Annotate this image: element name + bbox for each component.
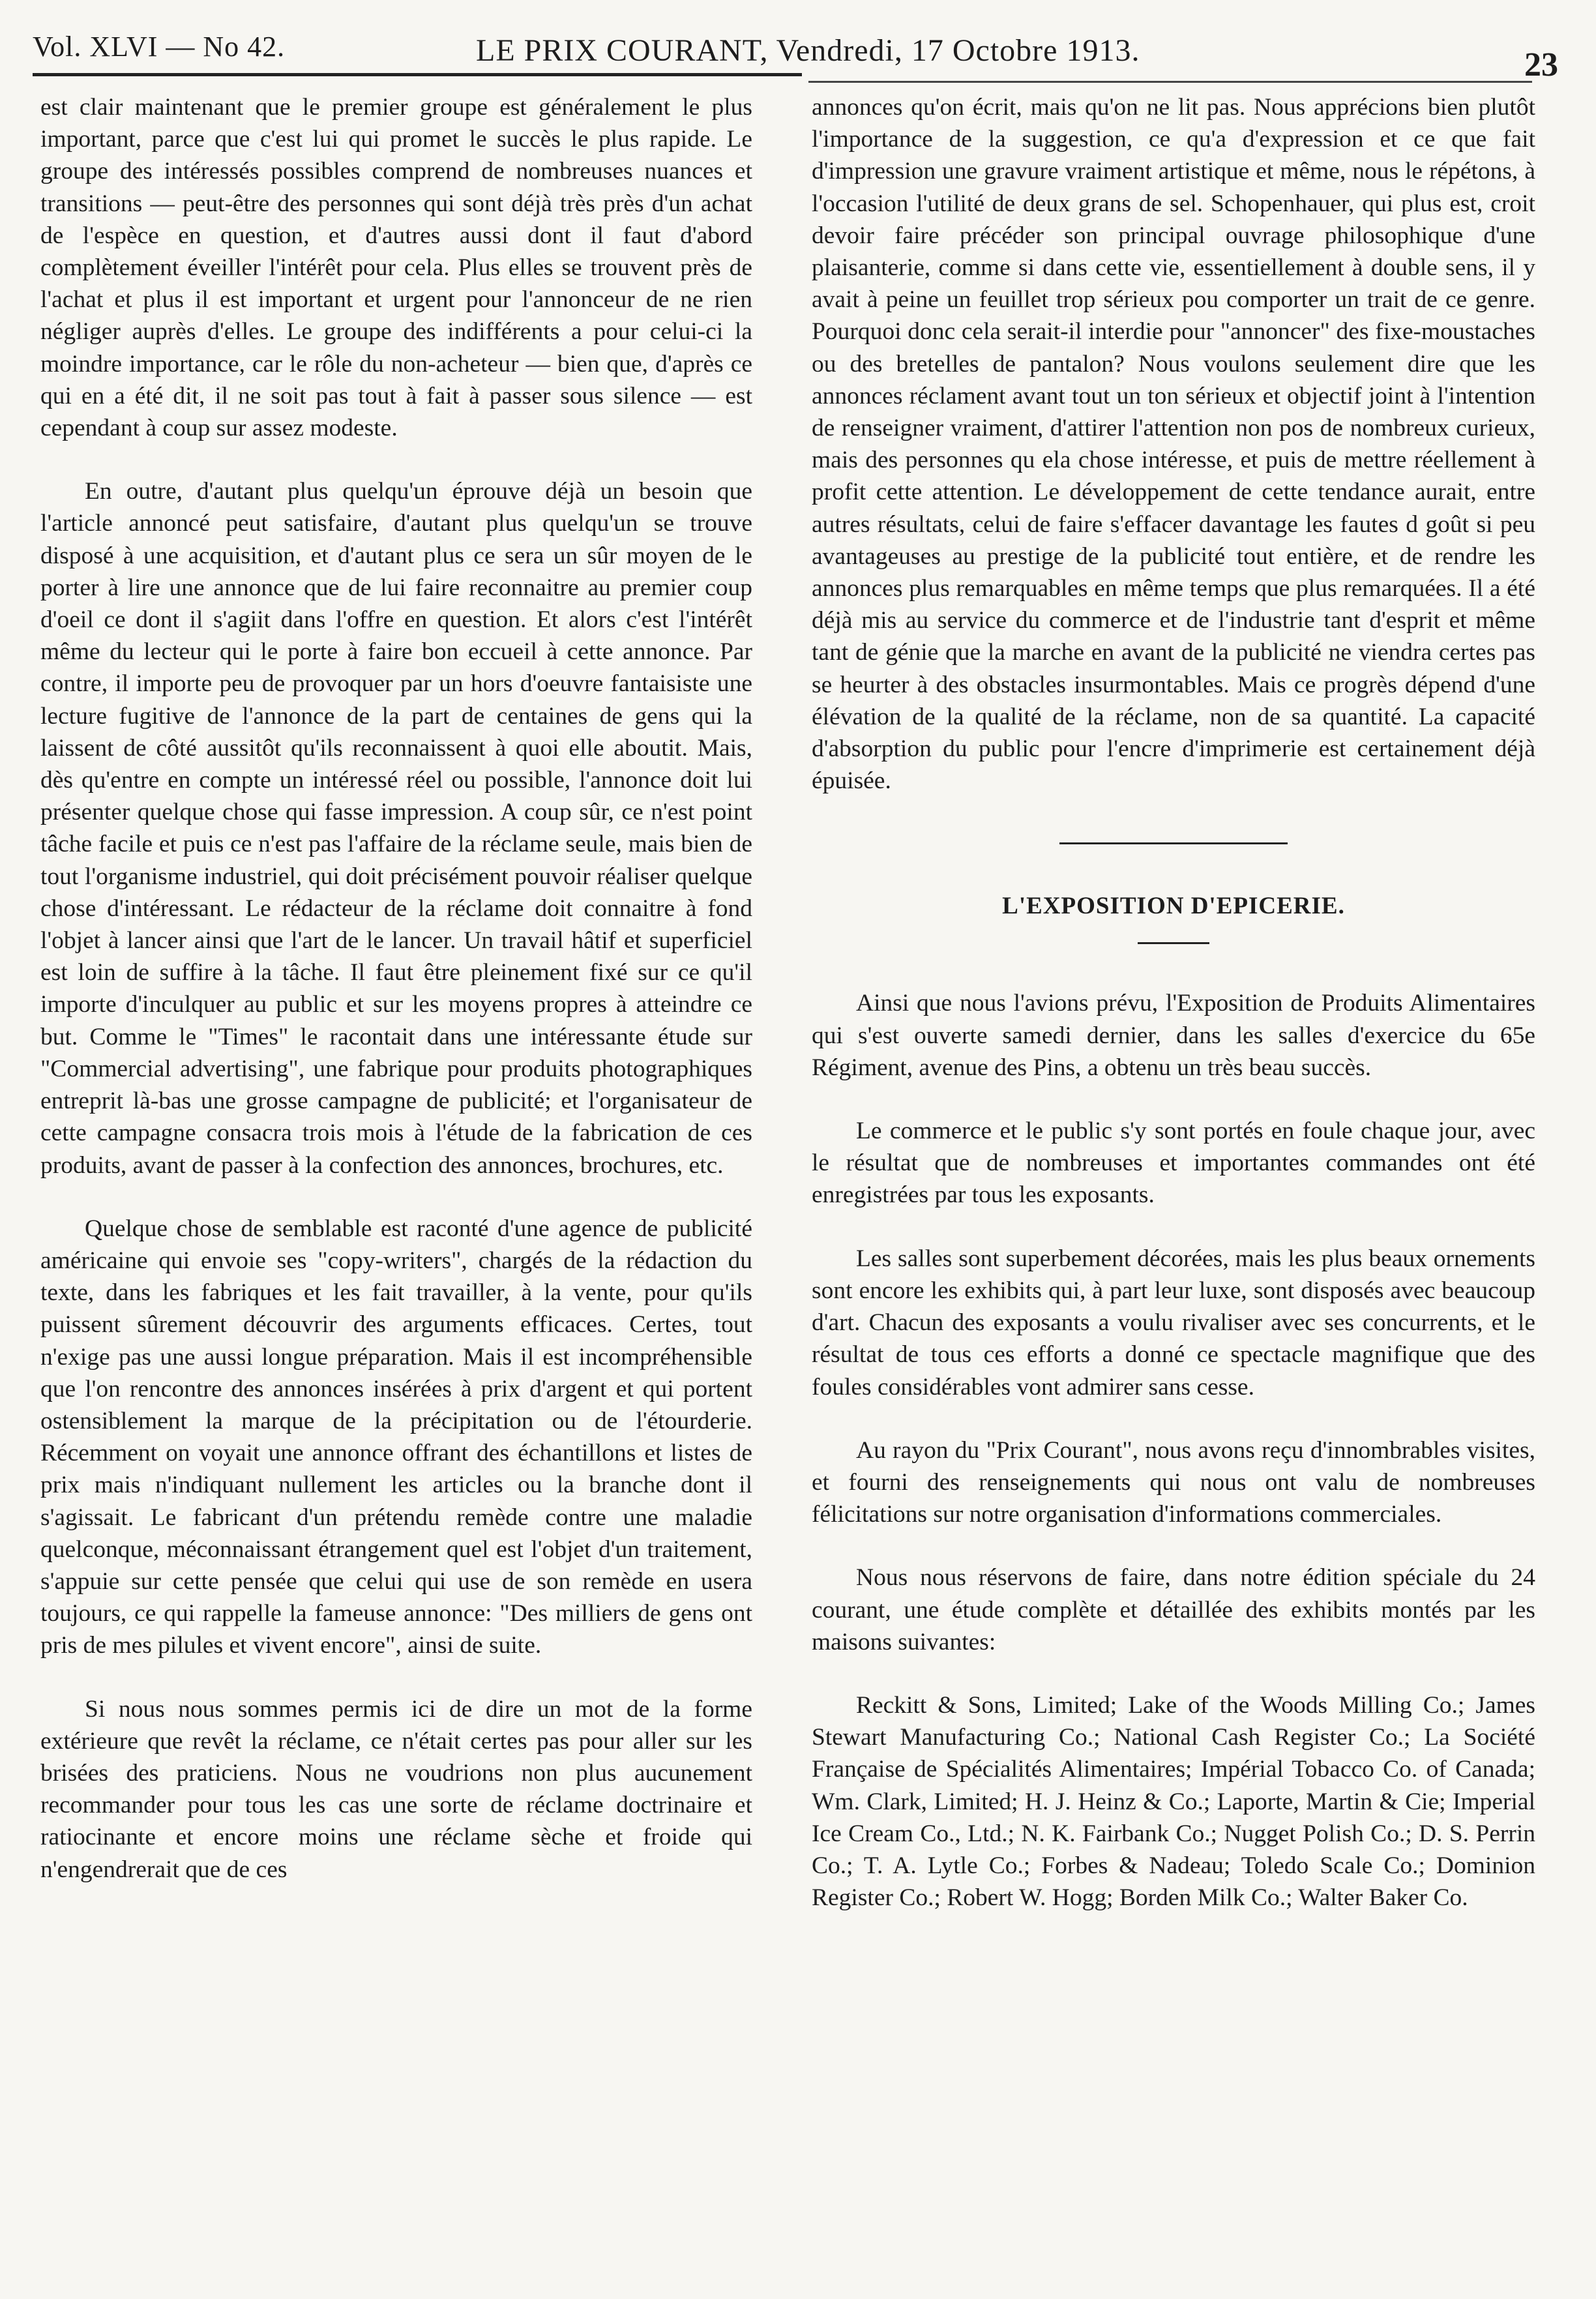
exhibitor-list: Reckitt & Sons, Limited; Lake of the Woods Milling Co.; James Stewart Manufacturing Co.; National Cash Register Co.; La Société Française de Spécialités Alimentaires; Impérial Tobacco Co. of Canada; Wm. Clark, Limited; H. J. Heinz & Co.; Laporte, Martin & Cie; Imperial Ice Cream Co., Ltd.; N. K. Fairbank Co.; Nugget Polish Co.; D. S. Perrin Co.; T. A. Lytle Co.; Forbes & Nadeau; Toledo Scale Co.; Dominion Register Co.; Robert W. Hogg; Borden Milk Co.; Walter Baker Co.	[812, 1691, 1535, 1912]
left-column	[40, 91, 752, 1917]
paragraph: annonces qu'on écrit, mais qu'on ne lit pas. Nous apprécions bien plutôt l'importance de la suggestion, ce qu'a d'expression et ce que fait d'impression une gravure vraiment artistique et même, nous le répétons, à l'occasion l'utilité de deux grans de sel. Schopenhauer, qui plus est, croit devoir faire précéder son principal ouvrage philosophique d'une plaisanterie, comme si dans cette vie, essentiellement à double sens, il y avait à peine un feuillet trop sérieux pou comporter un trait de ce genre. Pourquoi donc cela serait-il interdie pour "annoncer" des fixe-moustaches ou des bretelles de pantalon? Nous voulons seulement dire que les annonces réclament avant tout un ton sérieux et objectif joint à l'intention de renseigner vraiment, d'attirer l'attention non pos de nombreux curieux, mais des personnes qu ela chose intéresse, et puis de mettre réellement à profit cette attention. Le développement de cette tendance aurait, entre autres résultats, celui de faire s'effacer davantage les fautes d goût si peu avantageuses au prestige de la publicité tout entière, et de rendre les annonces plus remarquables en même temps que plus remarquées. Il a été déjà mis au service du commerce et de l'industrie tant d'esprit et même tant de génie que la marche en avant de la publicité ne viendra certes pas se heurter à des obstacles insurmontables. Mais ce progrès dépend d'une élévation de la qualité de la réclame, non de sa quantité. La capacité d'absorption du public pour l'encre d'imprimerie est certainement déjà épuisée.	[812, 94, 1535, 795]
paragraph: Si nous nous sommes permis ici de dire un mot de la forme extérieure que revêt la réclame, ce n'était certes pas pour aller sur les brisées des praticiens. Nous ne voudrions non plus aucunement recommander pour tous les cas une sorte de réclame doctrinaire et ratiocinante et encore moins une réclame sèche et froide qui n'engendrerait que de ces	[40, 1695, 752, 1883]
newspaper-title: LE PRIX COURANT, Vendredi, 17 Octobre 1913.	[476, 33, 1140, 68]
section-heading-block	[812, 842, 1535, 944]
paragraph: Le commerce et le public s'y sont portés en foule chaque jour, avec le résultat que de nombreuses et importantes commandes ont été enregistrées par tous les exposants.	[812, 1118, 1535, 1209]
paragraph: En outre, d'autant plus quelqu'un éprouve déjà un besoin que l'article annoncé peut satisfaire, d'autant plus quelqu'un se trouve disposé à une acquisition, et d'autant plus ce sera un sûr moyen de le porter à lire une annonce que de lui faire reconnaitre au premier coup d'oeil ce dont il s'agiit dans l'offre en question. Et alors c'est l'intérêt même du lecteur qui le porte à faire bon eccueil à cette annonce. Par contre, il importe peu de provoquer par un hors d'oeuvre fantaisiste une lecture fugitive de l'annonce de la part de centaines de gens qui la laissent de côté aussitôt qu'ils reconnaissent à quoi elle aboutit. Mais, dès qu'entre en compte un intéressé réel ou possible, l'annonce doit lui présenter quelque chose qui fasse impression. A coup sûr, ce n'est point tâche facile et puis ce n'est pas l'affaire de la réclame seule, mais bien de tout l'organisme industriel, qui doit précisément pouvoir réaliser quelque chose d'intéressant. Le rédacteur de la réclame doit connaitre à fond l'objet à lancer ainsi que l'art de le lancer. Un travail hâtif et superficiel est loin de suffire à la tâche. Il faut être pleinement fixé sur ce qu'il importe d'inculquer au public et sur les moyens propres à atteindre ce but. Comme le "Times" le racontait dans une intéressante étude sur "Commercial advertising", une fabrique pour produits photographiques entreprit là-bas une grosse campagne de publicité; et l'organisateur de cette campagne consacra trois mois à l'étude de la fabrication de ces produits, avant de passer à la confection des annonces, brochures, etc.	[40, 478, 752, 1179]
header-rule-left	[33, 73, 802, 76]
header-rule-right	[808, 81, 1532, 83]
section-separator	[1059, 842, 1288, 844]
title-underline	[1138, 942, 1209, 944]
right-column	[812, 91, 1535, 1945]
paragraph: Nous nous réservons de faire, dans notre édition spéciale du 24 courant, une étude complète et détaillée des exhibits montés par les maisons suivantes:	[812, 1564, 1535, 1655]
paragraph: Ainsi que nous l'avions prévu, l'Exposition de Produits Alimentaires qui s'est ouverte samedi dernier, dans les salles d'exercice du 65e Régiment, avenue des Pins, a obtenu un très beau succès.	[812, 990, 1535, 1081]
section-title: L'EXPOSITION D'EPICERIE.	[1002, 893, 1345, 920]
volume-number: Vol. XLVI — No 42.	[33, 31, 286, 63]
paragraph: Au rayon du "Prix Courant", nous avons reçu d'innombrables visites, et fourni des renseignements qui nous ont valu de nombreuses félicitations sur notre organisation d'informations commerciales.	[812, 1436, 1535, 1528]
paragraph: Les salles sont superbement décorées, mais les plus beaux ornements sont encore les exhibits qui, à part leur luxe, sont disposés avec beaucoup d'art. Chacun des exposants a voulu rivaliser avec ses concurrents, et le résultat de tous ces efforts a donné ce spectacle magnifique que des foules considérables vont admirer sans cesse.	[812, 1245, 1535, 1401]
paragraph: est clair maintenant que le premier groupe est généralement le plus important, parce que c'est lui qui promet le succès le plus rapide. Le groupe des intéressés possibles comprend de nombreuses nuances et transitions — peut-être des personnes qui sont déjà très près d'un achat de l'espèce en question, et d'autres aussi dont il faut d'abord complètement éveiller l'intérêt pour cela. Plus elles se trouvent près de l'achat et plus il est important et urgent pour l'annonceur de ne rien négliger auprès d'elles. Le groupe des indifférents a pour celui-ci la moindre importance, car le rôle du non-acheteur — bien que, d'après ce qui en a été dit, il ne soit pas tout à fait à passer sous silence — est cependant à coup sur assez modeste.	[40, 94, 752, 442]
paragraph: Quelque chose de semblable est raconté d'une agence de publicité américaine qui envoie ses "copy-writers", chargés de la rédaction du texte, dans les fabriques et les fait travailler, à la vente, pour qu'ils puissent sûrement découvrir des arguments efficaces. Certes, tout n'exige pas une aussi longue préparation. Mais il est incompréhensible que l'on rencontre des annonces insérées à prix d'argent et qui portent ostensiblement la marque de la précipitation ou de l'étourderie. Récemment on voyait une annonce offrant des échantillons et listes de prix mais n'indiquant nullement les articles ou la branche dont il s'agissait. Le fabricant d'un prétendu remède contre une maladie quelconque, méconnaissant étrangement quel est l'objet d'un traitement, s'appuie sur cette pensée que celui qui use de son remède en usera toujours, ce qui rappelle la fameuse annonce: "Des milliers de gens ont pris de mes pilules et vivent encore", ainsi de suite.	[40, 1215, 752, 1659]
page-header	[33, 18, 1558, 83]
page-number: 23	[1524, 46, 1558, 83]
